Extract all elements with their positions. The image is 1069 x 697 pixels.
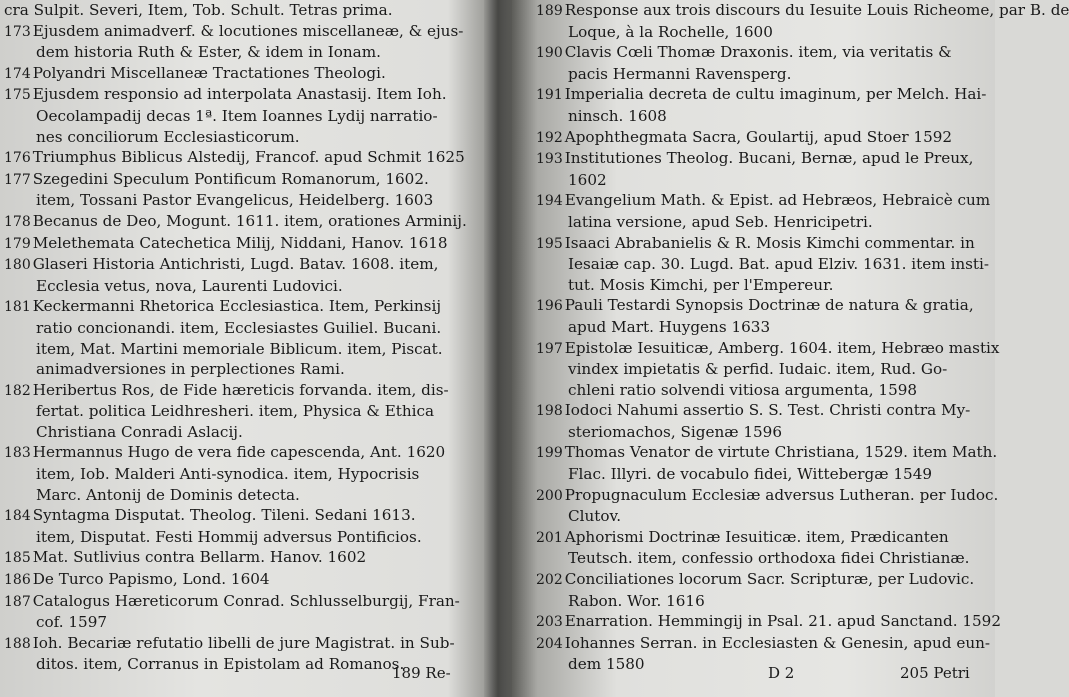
- catalog-entry: [536, 127, 988, 149]
- entry-number: 178: [4, 213, 31, 230]
- entry-number: 203: [536, 614, 563, 631]
- catalog-entry: [4, 296, 464, 379]
- catalog-entry: [536, 527, 988, 569]
- entry-text: item, Iob. Malderi Anti-synodica. item, Hypocrisis: [36, 465, 420, 484]
- catalog-entry: [536, 569, 988, 611]
- entry-text: Apophthegmata Sacra, Goulartij, apud Stoer 1592: [564, 127, 953, 146]
- entry-text: animadversiones in perplectiones Rami.: [36, 360, 345, 379]
- entry-text: ditos. item, Corranus in Epistolam ad Romanos.: [36, 655, 405, 674]
- entry-text: Melethemata Catechetica Milij, Niddani, Hanov. 1618: [32, 233, 448, 252]
- entry-text: fertat. politica Leidhresheri. item, Physica & Ethica: [36, 402, 435, 421]
- entry-text: Isaaci Abrabanielis & R. Mosis Kimchi commentar. in: [564, 233, 975, 252]
- entry-number: 197: [536, 340, 563, 357]
- entry-text: Ejusdem animadverf. & locutiones miscellaneæ, & ejus-: [32, 21, 464, 40]
- entry-text: Catalogus Hæreticorum Conrad. Schlusselburgij, Fran-: [32, 591, 460, 610]
- catalog-entry: [4, 442, 464, 505]
- entry-number: 180: [4, 257, 31, 274]
- catalog-entry: [536, 84, 988, 126]
- entry-number: 184: [4, 508, 31, 525]
- left-catchword: 189 Re-: [392, 664, 451, 682]
- entry-number: 192: [536, 129, 563, 146]
- entry-number: 182: [4, 382, 31, 399]
- right-catchword: 205 Petri: [900, 664, 970, 682]
- catalog-entry: [4, 21, 464, 63]
- catalog-entry: [4, 63, 464, 85]
- entry-text: Triumphus Biblicus Alstedij, Francof. apud Schmit 1625: [32, 148, 465, 167]
- entry-number: 173: [4, 23, 31, 40]
- entry-text: Ecclesia vetus, nova, Laurenti Ludovici.: [36, 276, 343, 295]
- entry-number: 175: [4, 87, 31, 104]
- entry-text: apud Mart. Huygens 1633: [568, 317, 771, 336]
- entry-number: 185: [4, 550, 31, 567]
- entry-text: Pauli Testardi Synopsis Doctrinæ de natura & gratia,: [564, 296, 974, 315]
- entry-text: Epistolæ Iesuiticæ, Amberg. 1604. item, Hebræo mastix: [564, 338, 1000, 357]
- entry-text: item, Disputat. Festi Hommij adversus Pontificios.: [36, 527, 422, 546]
- entry-text: Iohannes Serran. in Ecclesiasten & Genesin, apud eun-: [564, 633, 991, 652]
- entry-number: 189: [536, 3, 563, 19]
- entry-number: 188: [4, 635, 31, 652]
- entry-text: ninsch. 1608: [568, 106, 667, 125]
- entry-text: Mat. Sutlivius contra Bellarm. Hanov. 1602: [32, 548, 367, 567]
- entry-text: Iodoci Nahumi assertio S. S. Test. Christi contra My-: [564, 401, 971, 420]
- entry-text: Iesaiæ cap. 30. Lugd. Bat. apud Elziv. 1631. item insti-: [568, 255, 990, 274]
- entry-text: Hermannus Hugo de vera fide capescenda, Ant. 1620: [32, 443, 446, 462]
- catalog-entry: [536, 42, 988, 84]
- catalog-entry: [4, 84, 464, 147]
- catalog-entry: [536, 148, 988, 190]
- entry-number: 176: [4, 150, 31, 167]
- entry-text: Heribertus Ros, de Fide hæreticis forvanda. item, dis-: [32, 380, 449, 399]
- entry-number: 174: [4, 65, 31, 82]
- catalog-entry: [536, 0, 1069, 42]
- entry-text: Oecolampadij decas 1ª. Item Ioannes Lydij narratio-: [36, 106, 438, 125]
- entry-number: 179: [4, 235, 31, 252]
- entry-text: steriomachos, Sigenæ 1596: [568, 422, 782, 441]
- entry-text: cra Sulpit. Severi, Item, Tob. Schult. Tetras prima.: [4, 1, 393, 19]
- entry-text: Clutov.: [568, 507, 622, 526]
- entry-number: 196: [536, 298, 563, 315]
- entry-number: 199: [536, 445, 563, 462]
- entry-text: Glaseri Historia Antichristi, Lugd. Batav. 1608. item,: [32, 255, 439, 274]
- catalog-entry: [536, 190, 991, 232]
- entry-text: Marc. Antonij de Dominis detecta.: [36, 485, 300, 504]
- entry-number: 187: [4, 593, 31, 610]
- entry-number: 191: [536, 87, 563, 104]
- entry-text: Institutiones Theolog. Bucani, Bernæ, apud le Preux,: [564, 149, 974, 168]
- entry-number: 201: [536, 529, 563, 546]
- entry-text: tut. Mosis Kimchi, per l'Empereur.: [568, 275, 834, 294]
- catalog-entry: [536, 295, 988, 337]
- entry-text: Becanus de Deo, Mogunt. 1611. item, orationes Arminij.: [32, 211, 467, 230]
- entry-text: item, Tossani Pastor Evangelicus, Heidelberg. 1603: [36, 191, 434, 210]
- signature-mark: D 2: [768, 664, 795, 682]
- entry-number: 204: [536, 635, 563, 652]
- catalog-entry: [4, 211, 467, 233]
- left-page: [4, 0, 467, 697]
- entry-text: vindex impietatis & perfid. Iudaic. item, Rud. Go-: [568, 360, 948, 379]
- entry-number: 181: [4, 299, 31, 316]
- entry-text: 1602: [568, 170, 607, 189]
- entry-text: Evangelium Math. & Epist. ad Hebræos, Hebraicè cum: [564, 191, 991, 210]
- entry-text: Imperialia decreta de cultu imaginum, per Melch. Hai-: [564, 85, 987, 104]
- catalog-entry: [536, 611, 1002, 633]
- entry-text: Aphorismi Doctrinæ Iesuiticæ. item, Prædicanten: [564, 527, 949, 546]
- entry-text: Ejusdem responsio ad interpolata Anastasij. Item Ioh.: [32, 85, 447, 104]
- entry-text: Ioh. Becariæ refutatio libelli de jure Magistrat. in Sub-: [32, 633, 455, 652]
- entry-text: Thomas Venator de virtute Christiana, 1529. item Math.: [564, 443, 998, 462]
- entry-text: cof. 1597: [36, 613, 108, 632]
- entry-text: Rabon. Wor. 1616: [568, 591, 705, 610]
- entry-text: chleni ratio solvendi vitiosa argumenta, 1598: [568, 380, 918, 399]
- catalog-entry: [536, 442, 998, 484]
- entry-text: Enarration. Hemmingij in Psal. 21. apud Sanctand. 1592: [564, 612, 1002, 631]
- entry-text: dem 1580: [568, 655, 645, 674]
- entry-number: 193: [536, 151, 563, 168]
- entry-text: De Turco Papismo, Lond. 1604: [32, 570, 270, 589]
- entry-text: Loque, à la Rochelle, 1600: [568, 22, 773, 41]
- entry-text: Teutsch. item, confessio orthodoxa fidei Christianæ.: [568, 549, 970, 568]
- gutter-fold: [484, 0, 512, 697]
- catalog-entry: [4, 0, 464, 21]
- entry-text: Flac. Illyri. de vocabulo fidei, Wittebergæ 1549: [568, 465, 933, 484]
- catalog-entry: [4, 505, 464, 547]
- catalog-entry: [4, 591, 464, 633]
- entry-text: item, Mat. Martini memoriale Biblicum. item, Piscat.: [36, 339, 443, 358]
- entry-number: 194: [536, 193, 563, 210]
- catalog-entry: [4, 569, 464, 591]
- entry-number: 186: [4, 572, 31, 589]
- entry-text: Keckermanni Rhetorica Ecclesiastica. Item, Perkinsij: [32, 297, 442, 316]
- entry-number: 195: [536, 235, 563, 252]
- entry-text: ratio concionandi. item, Ecclesiastes Guiliel. Bucani.: [36, 318, 442, 337]
- entry-text: Clavis Cœli Thomæ Draxonis. item, via veritatis &: [564, 43, 952, 62]
- catalog-entry: [4, 380, 464, 443]
- entry-number: 200: [536, 487, 563, 504]
- entry-text: Szegedini Speculum Pontificum Romanorum, 1602.: [32, 169, 429, 188]
- entry-text: Syntagma Disputat. Theolog. Tileni. Sedani 1613.: [32, 506, 416, 525]
- entry-text: dem historia Ruth & Ester, & idem in Ionam.: [36, 43, 381, 62]
- entry-text: Polyandri Miscellaneæ Tractationes Theologi.: [32, 63, 386, 82]
- catalog-entry: [4, 254, 464, 296]
- entry-text: Response aux trois discours du Iesuite Louis Richeome, par B. de: [564, 1, 1069, 19]
- catalog-entry: [536, 338, 1000, 401]
- catalog-entry: [4, 233, 464, 255]
- entry-text: pacis Hermanni Ravensperg.: [568, 64, 792, 83]
- entry-text: latina versione, apud Seb. Henricipetri.: [568, 212, 873, 231]
- entry-number: 190: [536, 45, 563, 62]
- entry-number: 198: [536, 403, 563, 420]
- entry-text: Christiana Conradi Aslacij.: [36, 422, 243, 441]
- entry-number: 177: [4, 171, 31, 188]
- entry-number: 202: [536, 572, 563, 589]
- catalog-entry: [536, 485, 999, 527]
- right-page: [536, 0, 1069, 697]
- entry-number: 183: [4, 445, 31, 462]
- entry-text: nes conciliorum Ecclesiasticorum.: [36, 127, 300, 146]
- catalog-entry: [4, 547, 464, 569]
- catalog-entry: [4, 147, 464, 169]
- entry-text: Propugnaculum Ecclesiæ adversus Lutheran. per Iudoc.: [564, 485, 999, 504]
- entry-text: Conciliationes locorum Sacr. Scripturæ, per Ludovic.: [564, 570, 975, 589]
- catalog-entry: [536, 400, 988, 442]
- catalog-entry: [4, 169, 464, 211]
- catalog-entry: [536, 233, 988, 296]
